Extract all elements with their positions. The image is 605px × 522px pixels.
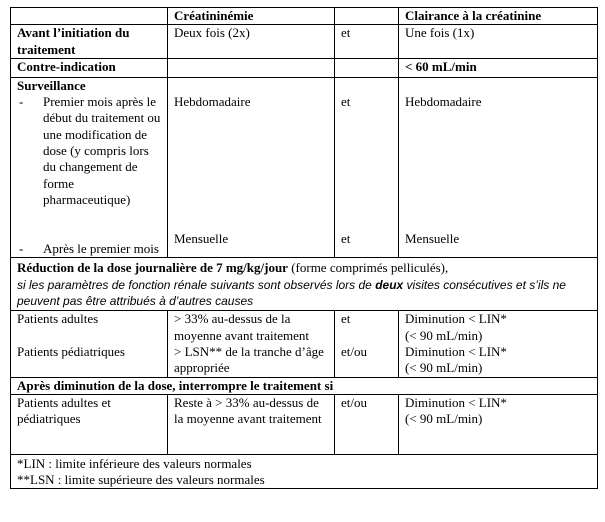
reduction-italic2: visites consécutives et s’ils ne peuvent pas être attribués à d’autres causes (17, 277, 566, 309)
apres-row-creat: Reste à > 33% au-dessus de la moyenne avant traitement (168, 394, 335, 454)
adultes-creat: > 33% au-dessus de la moyenne avant traitement (168, 311, 335, 344)
footnote-cell (11, 454, 598, 489)
reduction-bold: Réduction de la dose journalière de 7 mg/kg/jour (17, 260, 288, 276)
pediatriques-clair1: Diminution < LIN* (405, 343, 507, 359)
avant-label: Avant l’initiation du traitement (11, 25, 168, 59)
footnote-lsn: **LSN : limite supérieure des valeurs normales (17, 472, 265, 488)
apres-row-clair (399, 394, 598, 454)
contre-conj (335, 58, 399, 77)
conj-2: et (341, 231, 351, 247)
apres-clair2: (< 90 mL/min) (405, 411, 483, 427)
surveillance-row (11, 77, 598, 258)
avant-clair: Une fois (1x) (399, 25, 598, 59)
clair-2: Mensuelle (405, 231, 460, 247)
adultes-clair1: Diminution < LIN* (405, 311, 507, 327)
creat-1: Hebdomadaire (174, 94, 251, 110)
header-clairance: Clairance à la créatinine (399, 8, 598, 25)
adultes-clair2: (< 90 mL/min) (405, 327, 483, 343)
pediatriques-clair (399, 344, 598, 377)
contre-clair: < 60 mL/min (399, 58, 598, 77)
reduction-italic1: si les paramètres de fonction rénale suivants sont observés lors de (17, 277, 376, 292)
dash: - (19, 94, 24, 110)
pediatriques-row (11, 344, 598, 377)
list-item (17, 241, 162, 257)
item-label: Après le premier mois (43, 241, 159, 257)
apres-row-label: Patients adultes et pédiatriques (11, 394, 168, 454)
pediatriques-creat: > LSN** de la tranche d’âge appropriée (168, 344, 335, 377)
apres-label: Après diminution de la dose, interrompre le traitement si (11, 377, 598, 394)
apres-row-conj: et/ou (335, 394, 399, 454)
adultes-conj: et (335, 311, 399, 344)
reduction-italic-bold: deux (375, 277, 404, 292)
surveillance-cell (11, 77, 168, 258)
apres-patients-row (11, 394, 598, 454)
adultes-label: Patients adultes (11, 311, 168, 344)
header-col3 (335, 8, 399, 25)
header-col1 (11, 8, 168, 25)
avant-creat: Deux fois (2x) (168, 25, 335, 59)
apres-row (11, 377, 598, 394)
clair-1: Hebdomadaire (405, 94, 482, 110)
adultes-row (11, 311, 598, 344)
creat-2: Mensuelle (174, 231, 229, 247)
reduction-row (11, 258, 598, 311)
surveillance-clair (399, 77, 598, 258)
pediatriques-clair2: (< 90 mL/min) (405, 360, 483, 376)
list-item (17, 94, 162, 241)
avant-row (11, 25, 598, 59)
contre-label: Contre-indication (11, 58, 168, 77)
avant-conj: et (335, 25, 399, 59)
surveillance-conj (335, 77, 399, 258)
header-creatininemie: Créatininémie (168, 8, 335, 25)
reduction-normal: (forme comprimés pelliculés), (287, 260, 449, 276)
contre-creat (168, 58, 335, 77)
footnote-lin: *LIN : limite inférieure des valeurs normales (17, 455, 252, 471)
item-label: Premier mois après le début du traitement ou une modification de dose (y compris lors du changement de forme pharmaceutique) (43, 94, 161, 207)
conj-1: et (341, 94, 351, 110)
apres-clair1: Diminution < LIN* (405, 394, 507, 410)
footnote-row (11, 454, 598, 489)
surveillance-creat (168, 77, 335, 258)
pediatriques-conj: et/ou (335, 344, 399, 377)
pediatriques-label: Patients pédiatriques (11, 344, 168, 377)
reduction-cell (11, 258, 598, 311)
surveillance-label: Surveillance (17, 77, 86, 93)
header-row (11, 8, 598, 25)
contre-row (11, 58, 598, 77)
adultes-clair (399, 311, 598, 344)
dash: - (19, 241, 24, 257)
renal-monitoring-table (10, 7, 598, 489)
